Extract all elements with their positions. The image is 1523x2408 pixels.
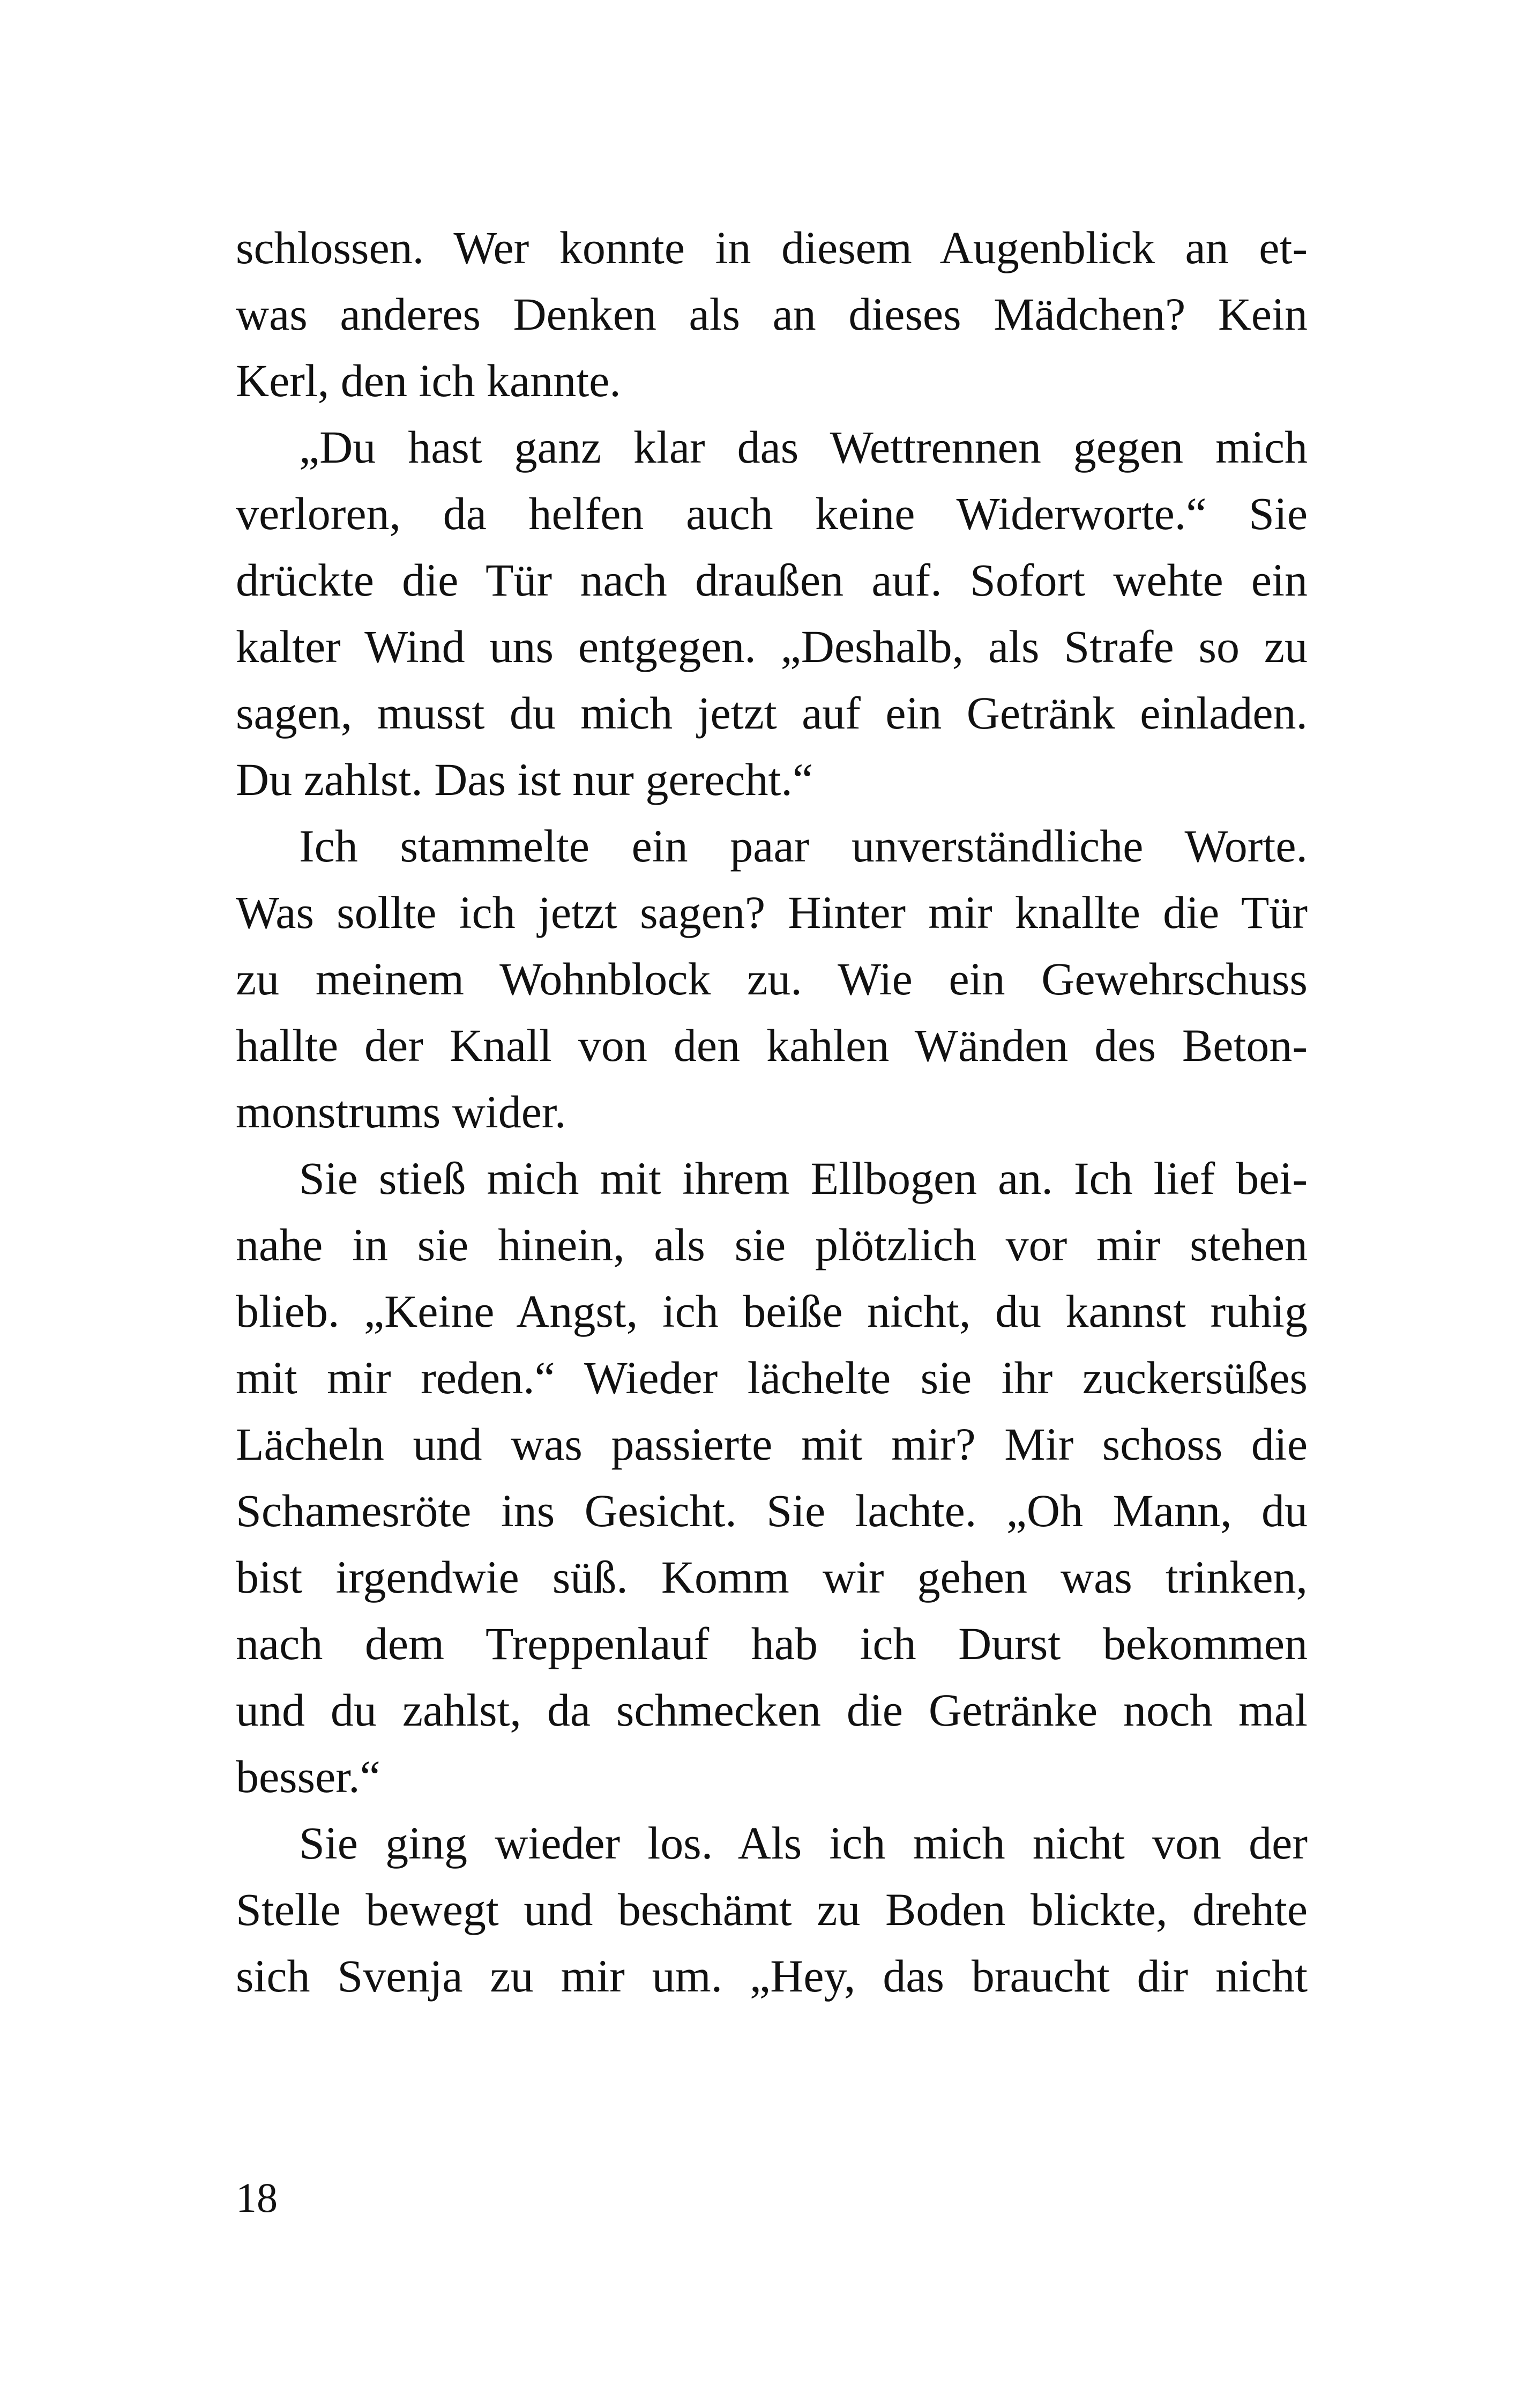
text-line: zu meinem Wohnblock zu. Wie ein Gewehrschuss [236,953,1308,1005]
text-line: Schamesröte ins Gesicht. Sie lachte. „Oh Mann, du [236,1485,1308,1536]
body-text [236,214,1308,2009]
text-line: nach dem Treppenlauf hab ich Durst bekommen [236,1618,1308,1669]
text-line: Ich stammelte ein paar unverständliche Worte. [299,820,1308,872]
text-line: monstrums wider. [236,1086,566,1138]
text-line: Lächeln und was passierte mit mir? Mir schoss die [236,1418,1308,1470]
text-line: nahe in sie hinein, als sie plötzlich vor mir stehen [236,1219,1308,1270]
text-line: Stelle bewegt und beschämt zu Boden blickte, drehte [236,1884,1308,1935]
text-line: sagen, musst du mich jetzt auf ein Getränk einladen. [236,687,1308,739]
text-line: hallte der Knall von den kahlen Wänden des Beton- [236,1020,1308,1071]
text-line: bist irgendwie süß. Komm wir gehen was trinken, [236,1551,1308,1603]
text-line: schlossen. Wer konnte in diesem Augenblick an et- [236,222,1308,273]
page-number: 18 [236,2174,278,2221]
text-line: Sie stieß mich mit ihrem Ellbogen an. Ich lief bei- [299,1153,1308,1204]
text-line: Was sollte ich jetzt sagen? Hinter mir knallte die Tür [236,887,1308,938]
text-line: kalter Wind uns entgegen. „Deshalb, als Strafe so zu [236,621,1308,672]
text-line: sich Svenja zu mir um. „Hey, das braucht dir nicht [236,1950,1308,2002]
text-line: was anderes Denken als an dieses Mädchen? Kein [236,288,1308,340]
text-line: besser.“ [236,1751,380,1802]
text-line: „Du hast ganz klar das Wettrennen gegen mich [299,421,1308,473]
text-line: Sie ging wieder los. Als ich mich nicht von der [299,1817,1308,1869]
text-line: und du zahlst, da schmecken die Getränke noch mal [236,1684,1308,1736]
text-line: drückte die Tür nach draußen auf. Sofort wehte ein [236,554,1308,606]
text-line: Kerl, den ich kannte. [236,355,621,406]
text-line: verloren, da helfen auch keine Widerworte.“ Sie [236,488,1308,539]
text-line: mit mir reden.“ Wieder lächelte sie ihr zuckersüßes [236,1352,1308,1403]
text-line: Du zahlst. Das ist nur gerecht.“ [236,754,813,805]
text-line: blieb. „Keine Angst, ich beiße nicht, du kannst ruhig [236,1285,1308,1337]
